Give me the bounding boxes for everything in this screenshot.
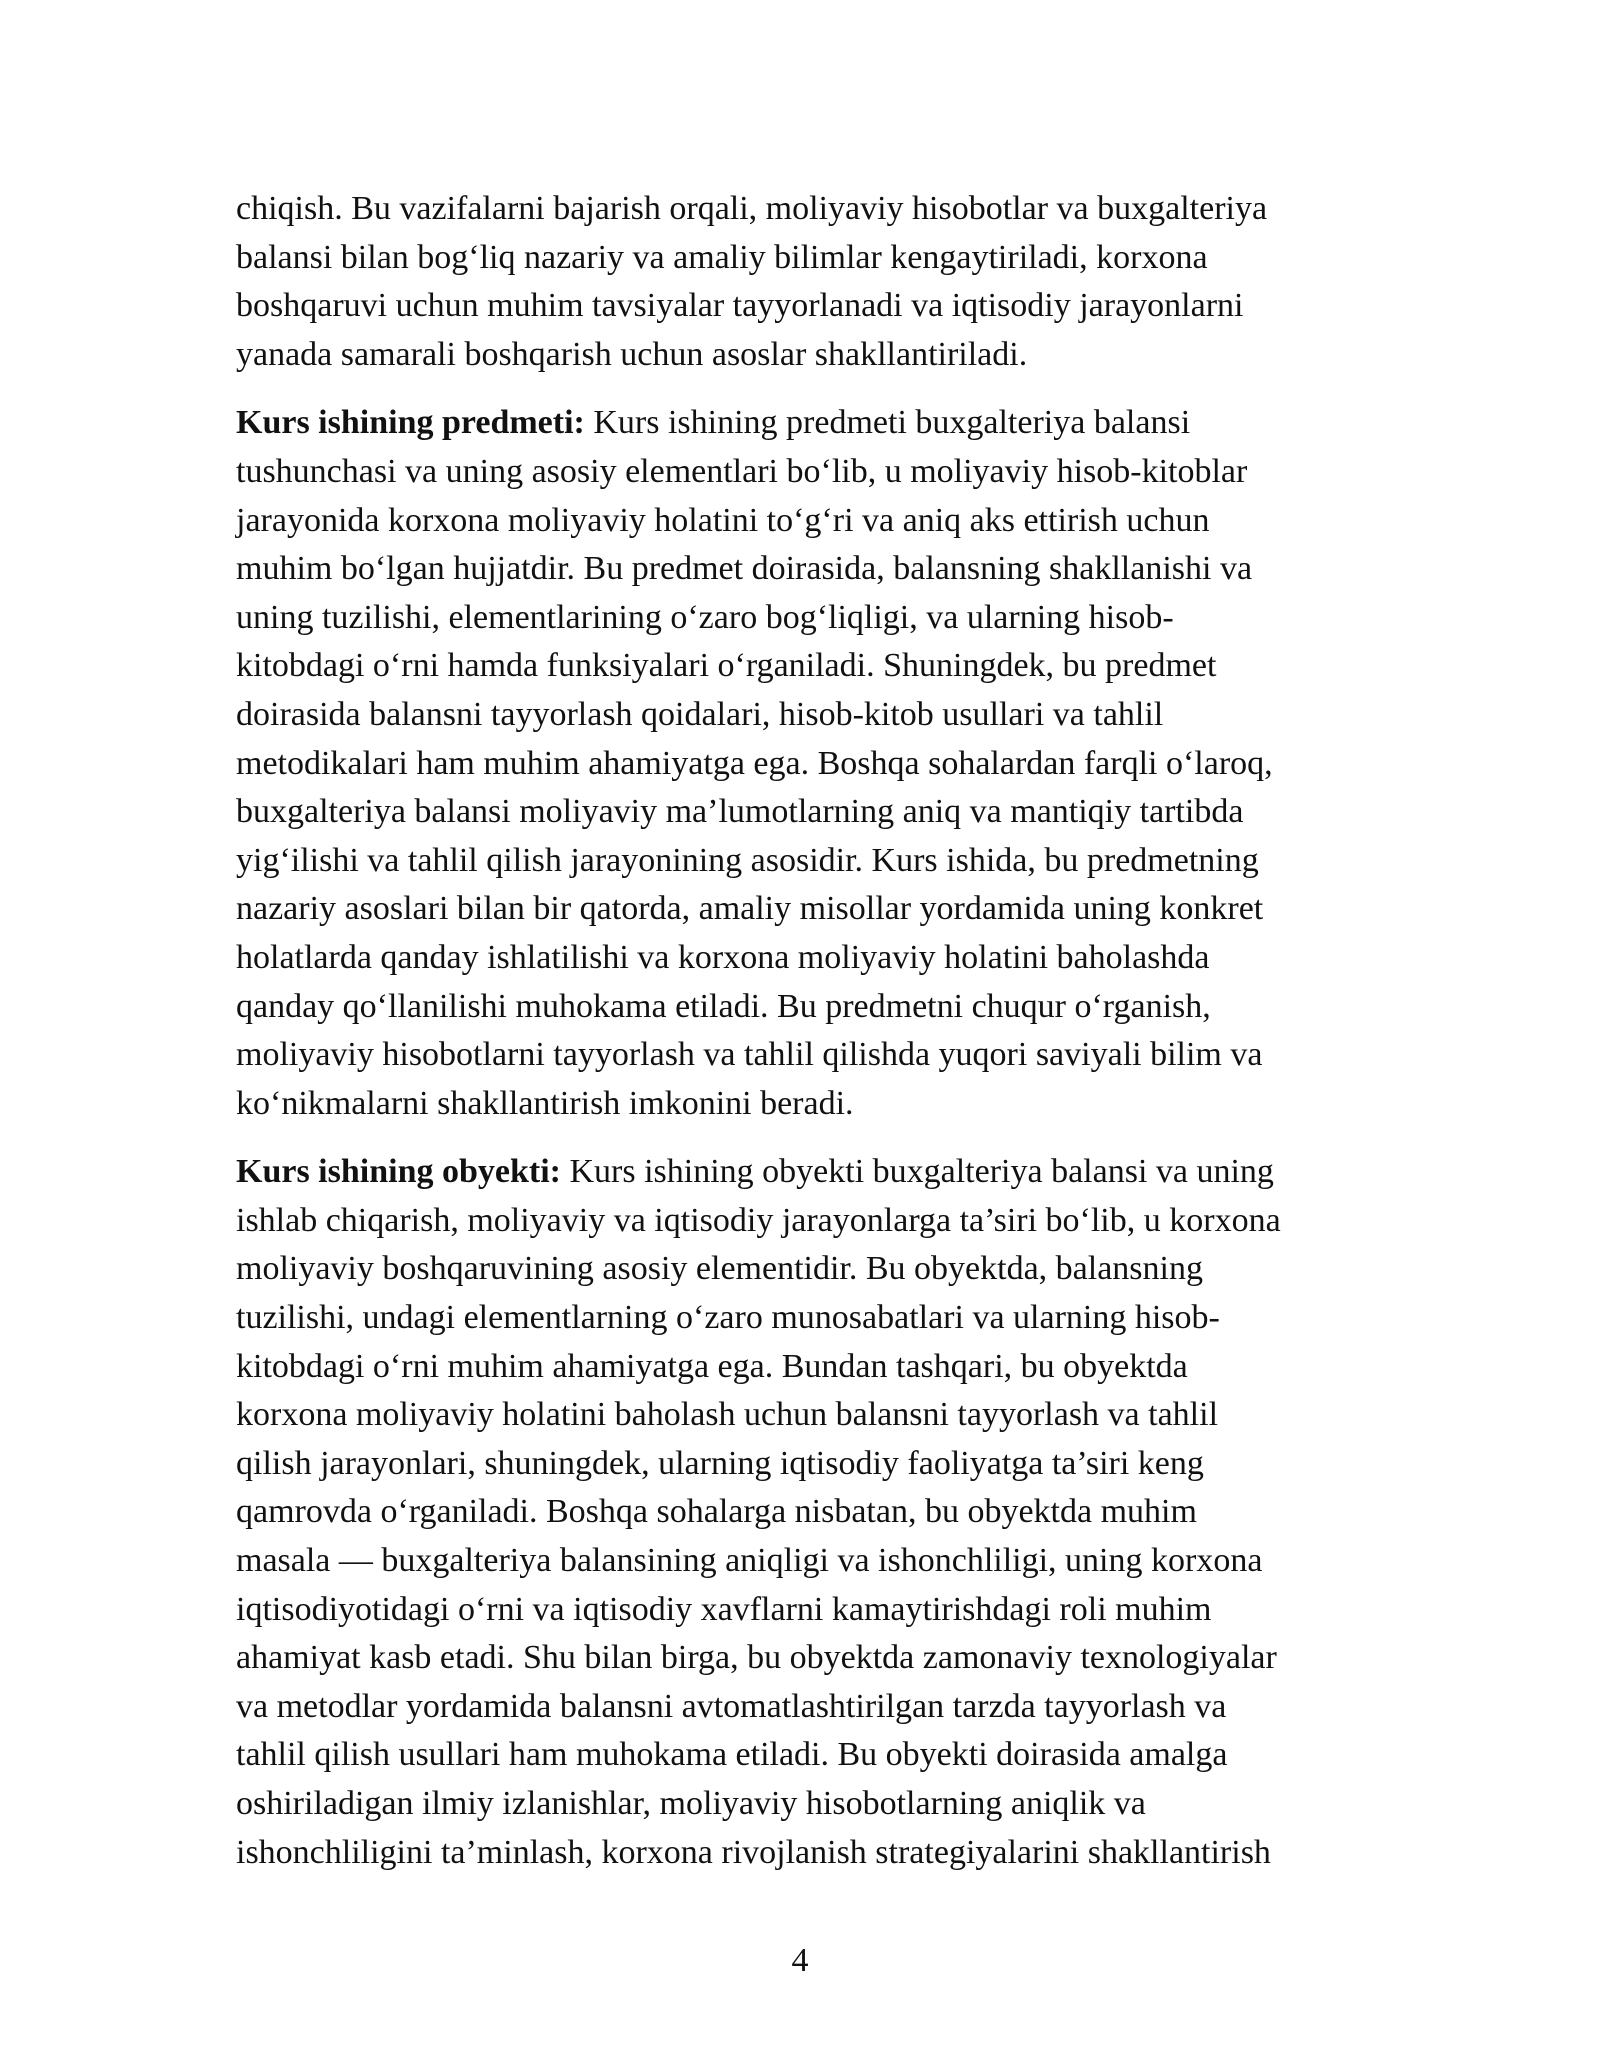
text-line: nazariy asoslari bilan bir qatorda, amaliy misollar yordamida uning konkret [236, 890, 1264, 928]
text-line: korxona moliyaviy holatini baholash uchun balansni tayyorlash va tahlil [236, 1396, 1219, 1434]
text-line: buxgalteriya balansi moliyaviy ma’lumotlarning aniq va mantiqiy tartibda [236, 793, 1244, 831]
page-number: 4 [791, 1942, 809, 1979]
text-line: boshqaruvi uchun muhim tavsiyalar tayyorlanadi va iqtisodiy jarayonlarni [236, 287, 1244, 325]
text-line: ahamiyat kasb etadi. Shu bilan birga, bu obyektda zamonaviy texnologiyalar [236, 1639, 1277, 1677]
paragraph-object [236, 1148, 1366, 1877]
text-line: ishonchliligini ta’minlash, korxona rivojlanish strategiyalarini shakllantirish [236, 1833, 1271, 1871]
text-line: holatlarda qanday ishlatilishi va korxona moliyaviy holatini baholashda [236, 938, 1210, 976]
text-line: ishlab chiqarish, moliyaviy va iqtisodiy jarayonlarga ta’siri bo‘lib, u korxona [236, 1201, 1281, 1239]
paragraph-intro-continuation [236, 185, 1366, 379]
text-line: qamrovda o‘rganiladi. Boshqa sohalarga nisbatan, bu obyektda muhim [236, 1493, 1197, 1531]
text-line: doirasida balansni tayyorlash qoidalari, hisob-kitob usullari va tahlil [236, 695, 1164, 733]
body-text [236, 185, 1366, 1897]
text-line: qilish jarayonlari, shuningdek, ularning iqtisodiy faoliyatga ta’siri keng [236, 1444, 1204, 1482]
text-line: kitobdagi o‘rni hamda funksiyalari o‘rganiladi. Shuningdek, bu predmet [236, 647, 1217, 685]
text-line: yanada samarali boshqarish uchun asoslar shakllantiriladi. [236, 335, 1028, 373]
subject-heading-label: Kurs ishining predmeti: [236, 404, 585, 442]
text-line: metodikalari ham muhim ahamiyatga ega. Boshqa sohalardan farqli o‘laroq, [236, 744, 1273, 782]
text-line: uning tuzilishi, elementlarining o‘zaro bog‘liqligi, va ularning hisob- [236, 598, 1174, 636]
paragraph-subject [236, 399, 1366, 1128]
text-line: tushunchasi va uning asosiy elementlari bo‘lib, u moliyaviy hisob-kitoblar [236, 452, 1248, 490]
text-line: yig‘ilishi va tahlil qilish jarayonining asosidir. Kurs ishida, bu predmetning [236, 841, 1259, 879]
text-line: tuzilishi, undagi elementlarning o‘zaro munosabatlari va ularning hisob- [236, 1299, 1220, 1337]
object-heading-label: Kurs ishining obyekti: [236, 1153, 561, 1191]
text-line [236, 399, 1366, 448]
text-line: moliyaviy hisobotlarni tayyorlash va tahlil qilishda yuqori saviyali bilim va [236, 1036, 1263, 1074]
text-line: oshiriladigan ilmiy izlanishlar, moliyaviy hisobotlarning aniqlik va [236, 1785, 1146, 1822]
text-line-rest: Kurs ishining predmeti buxgalteriya balansi [584, 404, 1191, 442]
text-line: kitobdagi o‘rni muhim ahamiyatga ega. Bundan tashqari, bu obyektda [236, 1347, 1188, 1385]
text-line: balansi bilan bog‘liq nazariy va amaliy bilimlar kengaytiriladi, korxona [236, 238, 1208, 276]
text-line: va metodlar yordamida balansni avtomatlashtirilgan tarzda tayyorlash va [236, 1687, 1227, 1725]
text-line: tahlil qilish usullari ham muhokama etiladi. Bu obyekti doirasida amalga [236, 1736, 1228, 1774]
text-line: qanday qo‘llanilishi muhokama etiladi. Bu predmetni chuqur o‘rganish, [236, 987, 1211, 1025]
text-line: moliyaviy boshqaruvining asosiy elementidir. Bu obyektda, balansning [236, 1250, 1203, 1288]
text-line-rest: Kurs ishining obyekti buxgalteriya balansi va uning [560, 1153, 1274, 1191]
text-line: masala — buxgalteriya balansining aniqligi va ishonchliligi, uning korxona [236, 1542, 1263, 1580]
text-line: jarayonida korxona moliyaviy holatini to‘g‘ri va aniq aks ettirish uchun [236, 501, 1210, 539]
text-line: ko‘nikmalarni shakllantirish imkonini beradi. [236, 1084, 854, 1122]
text-line [236, 1148, 1366, 1197]
text-line: chiqish. Bu vazifalarni bajarish orqali, moliyaviy hisobotlar va buxgalteriya [236, 190, 1268, 227]
text-line: iqtisodiyotidagi o‘rni va iqtisodiy xavflarni kamaytirishdagi roli muhim [236, 1590, 1212, 1628]
text-line: muhim bo‘lgan hujjatdir. Bu predmet doirasida, balansning shakllanishi va [236, 550, 1253, 588]
